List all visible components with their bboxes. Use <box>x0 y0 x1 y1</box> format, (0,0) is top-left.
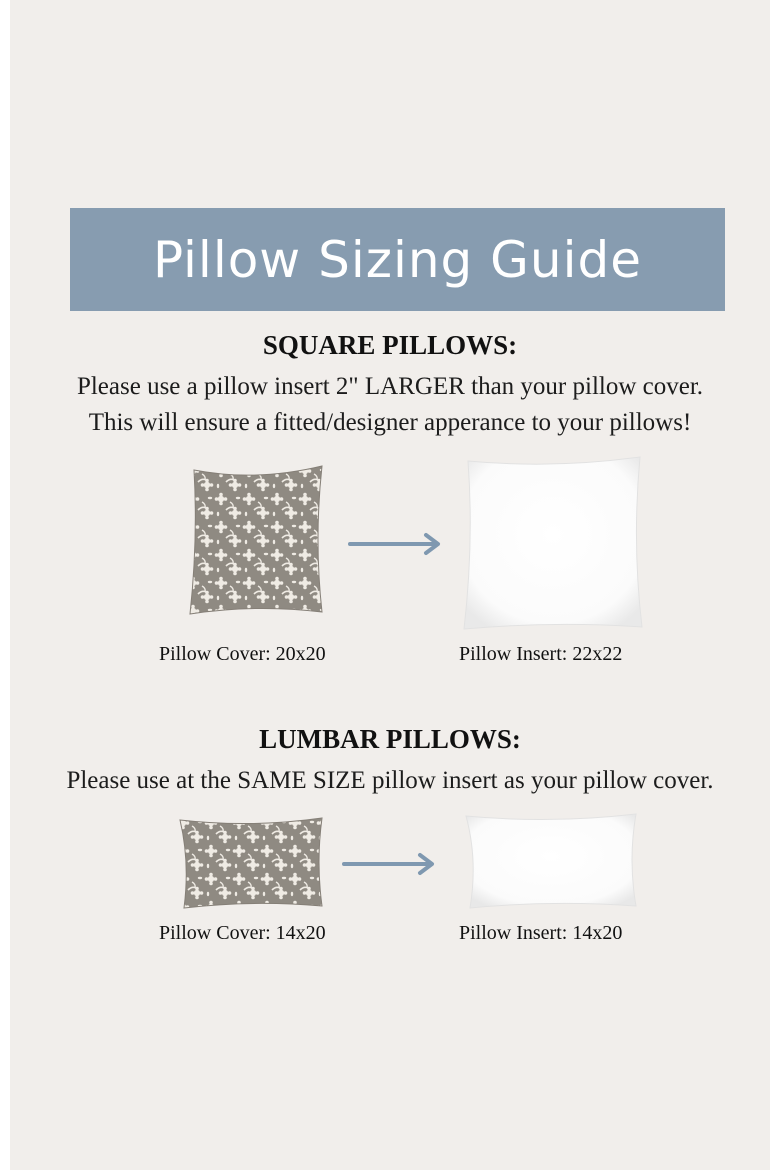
lumbar-instruction-line: Please use at the SAME SIZE pillow insert as your pillow cover. <box>66 767 714 794</box>
right-arrow-icon <box>348 532 444 556</box>
square-cover-caption: Pillow Cover: 20x20 <box>159 643 326 665</box>
square-pillow-cover-image <box>186 464 326 616</box>
lumbar-pillows-heading: LUMBAR PILLOWS: <box>259 724 521 754</box>
lumbar-cover-caption: Pillow Cover: 14x20 <box>159 922 326 944</box>
square-pillow-insert-image <box>460 455 646 631</box>
right-arrow-icon <box>342 852 438 876</box>
lumbar-pillow-cover-image <box>176 816 326 910</box>
page-title: Pillow Sizing Guide <box>152 230 643 289</box>
square-pillows-heading: SQUARE PILLOWS: <box>262 330 518 360</box>
lumbar-pillow-insert-image <box>462 812 640 910</box>
square-insert-caption: Pillow Insert: 22x22 <box>459 643 623 665</box>
square-instruction-line-1: Please use a pillow insert 2" LARGER than your pillow cover. <box>76 373 704 400</box>
sizing-guide-page <box>10 0 770 1170</box>
square-instruction-line-2: This will ensure a fitted/designer apperance to your pillows! <box>88 409 692 436</box>
lumbar-insert-caption: Pillow Insert: 14x20 <box>459 922 623 944</box>
title-banner <box>70 208 725 311</box>
